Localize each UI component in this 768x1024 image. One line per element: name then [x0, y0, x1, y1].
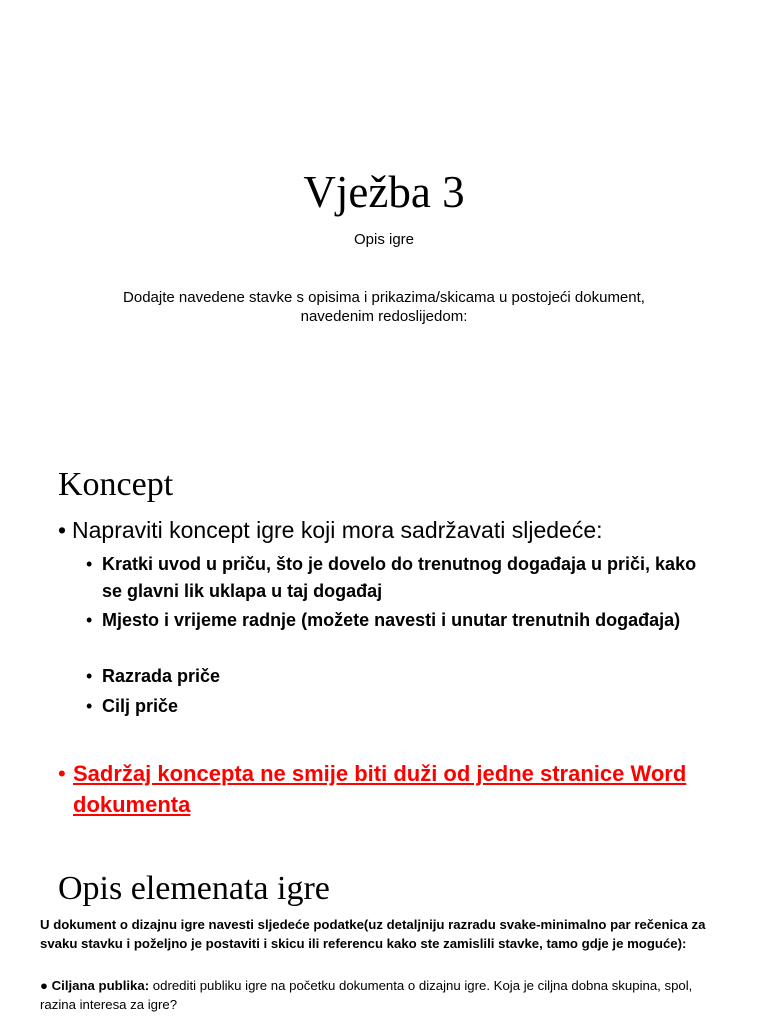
bullet-marker: ●: [40, 978, 48, 993]
main-bullet: [58, 515, 748, 545]
bullet-marker: •: [86, 554, 93, 574]
opis-intro: U dokument o dizajnu igre navesti sljedeće podatke(uz detaljniju razradu svake-minimalno par rečenica za svaku stavku i poželjno je postaviti i skicu ili referencu kako ste zamislili stavke, tamo gdje je moguće):: [40, 917, 706, 951]
opis-heading: Opis elemenata igre: [58, 870, 330, 907]
sub-bullet-goal: [86, 693, 706, 720]
target-audience-item: [40, 976, 730, 1014]
bullet-marker: •: [58, 761, 66, 786]
main-bullet-text: Napraviti koncept igre koji mora sadržavati sljedeće:: [72, 517, 603, 543]
sub-bullet-text: Mjesto i vrijeme radnje (možete navesti i unutar trenutnih događaja): [102, 610, 681, 630]
bullet-marker: •: [86, 696, 93, 716]
length-warning: [58, 758, 738, 820]
item-text: odrediti publiku igre na početku dokumenta o dizajnu igre. Koja je ciljna dobna skupina, spol, razina interesa za igre?: [40, 978, 693, 1012]
sub-bullet-setting: [86, 607, 706, 634]
item-lead: Ciljana publika:: [51, 978, 150, 993]
instruction-text: Dodajte navedene stavke s opisima i prikazima/skicama u postojeći dokument, navedenim redoslijedom:: [123, 289, 645, 325]
sub-bullet-text: Kratki uvod u priču, što je dovelo do trenutnog događaja u priči, kako se glavni lik uklapa u taj događaj: [102, 554, 697, 601]
koncept-heading: Koncept: [58, 466, 174, 503]
bullet-marker: •: [86, 610, 93, 630]
sub-bullet-story: [86, 663, 706, 690]
subtitle: Opis igre: [353, 231, 415, 248]
bullet-marker: •: [86, 666, 93, 686]
sub-bullet-intro: [86, 551, 706, 605]
warning-text: Sadržaj koncepta ne smije biti duži od jedne stranice Word dokumenta: [73, 761, 687, 817]
sub-bullet-text: Cilj priče: [102, 696, 179, 716]
sub-bullet-text: Razrada priče: [102, 666, 221, 686]
bullet-marker: •: [58, 517, 67, 543]
page-title: Vježba 3: [303, 167, 465, 217]
